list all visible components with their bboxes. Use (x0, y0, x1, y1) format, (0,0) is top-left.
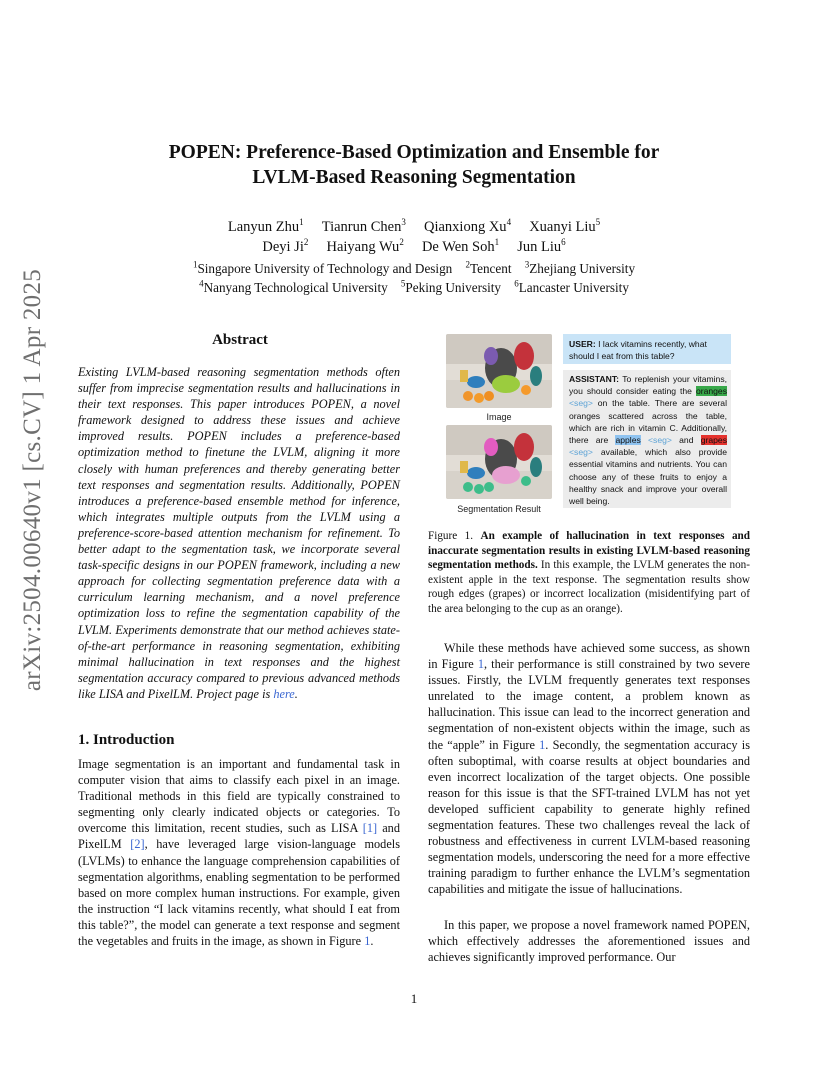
seg-token: <seg> (569, 398, 593, 409)
table-scene-image (446, 334, 552, 408)
aff-num: 2 (465, 259, 470, 270)
author-aff: 1 (299, 217, 304, 228)
author-line-1 (0, 218, 828, 237)
aff-num: 3 (524, 259, 530, 270)
abstract-heading: Abstract (212, 332, 268, 348)
assistant-message (563, 370, 731, 508)
intro-body (78, 756, 400, 949)
figure-caption (428, 529, 750, 617)
intro-heading: 1. Introduction (78, 732, 175, 748)
title-line-1: POPEN: Preference-Based Optimization and Ensemble for (168, 142, 660, 163)
assistant-prefix: ASSISTANT: (569, 374, 619, 384)
author-aff: 5 (595, 217, 601, 228)
user-message-text: I lack vitamins recently, what should I eat from this table? (569, 339, 707, 361)
user-message (563, 334, 731, 364)
author-name: Haiyang Wu (326, 239, 400, 255)
highlight-oranges: oranges (695, 386, 727, 397)
figure-input-image (446, 334, 552, 408)
paper-title (0, 140, 828, 190)
author-aff: 6 (561, 237, 566, 248)
author-name: Jun Liu (517, 239, 562, 255)
highlight-apples: apples (615, 435, 641, 446)
affiliation: Tencent (469, 261, 512, 276)
affiliation: Zhejiang University (529, 261, 636, 276)
author-name: Qianxiong Xu (424, 219, 507, 235)
author-aff: 3 (401, 217, 406, 228)
figure-ref-link[interactable]: 1 (364, 934, 371, 949)
affiliation: Peking University (405, 280, 502, 295)
figure-segmentation-image (446, 425, 552, 499)
affiliation: Lancaster University (518, 280, 629, 295)
caption-bold: An example of hallucination in text responses and inaccurate segmentation results in existing LVLM-based reasoning segmentation methods. (428, 530, 751, 572)
aff-num: 1 (192, 259, 198, 270)
citation-link[interactable]: [2] (130, 837, 145, 852)
image-label: Image (486, 412, 512, 422)
figure-ref-link[interactable]: 1 (539, 737, 546, 752)
abstract-body: Existing LVLM-based reasoning segmentation methods often suffer from imprecise segmentation results and hallucinations in their text responses. This paper introduces POPEN, a novel framework designed to address these issues and achieve improved results. POPEN includes a preference-based optimization method to finetune the LVLM, aligning it more closely with human preferences and thereby generating better text responses and segmentation results. Additionally, POPEN introduces a preference-based ensemble method for inference, which integrates multiple outputs from the LVLM using a preference-score-based attention mechanism for refinement. To better adapt to the segmentation task, we incorporate several task-specific designs in our POPEN framework, including a new approach for collecting segmentation preference data with a curriculum learning mechanism, and a novel preference optimization loss to refine the segmentation capability of the LVLM. Experiments demonstrate that our method achieves state-of-the-art performance in reasoning segmentation, exhibiting minimal hallucination in text responses and the highest segmentation accuracy compared to previous advanced methods like LISA and PixelLM. Project page is here. (78, 365, 400, 701)
caption-text: In this example, the LVLM generates the non-existent apple in the text response. The segmentation results show rough edges (grapes) or incorrect localization (misidentifying part of the area belonging to the cup as an orange). (428, 559, 751, 615)
author-aff: 1 (494, 237, 500, 248)
col2-paragraph-1 (428, 640, 750, 898)
user-prefix: USER: (569, 339, 596, 349)
seg-token: <seg> (569, 447, 593, 458)
project-page-link[interactable]: here (273, 686, 295, 701)
page-number: 1 (410, 991, 418, 1006)
assistant-text: and (671, 435, 701, 446)
author-name: De Wen Soh (421, 239, 495, 255)
intro-text: Image segmentation is an important and fundamental task in computer vision that aims to classify each pixel in an image. Traditional methods in this field are typically constrained to segmenting only clearly indicated objects or categories. To overcome this limitation, recent studies, such as LISA (78, 757, 400, 836)
highlight-grapes: grapes (700, 435, 727, 446)
author-line-2 (0, 238, 828, 257)
author-aff: 2 (399, 237, 404, 248)
author-name: Xuanyi Liu (529, 219, 596, 235)
seg-token: <seg> (648, 435, 672, 446)
author-aff: 4 (506, 217, 512, 228)
intro-text: , have leveraged large vision-language models (LVLMs) to enhance the language comprehension capabilities of segmentation algorithms, enabling segmentation to be performed based on more complex human instructions. For example, given the instruction “I lack vitamins recently, what should I eat from this table?”, the model can generate a text response and segment the vegetables and fruits in the image, as shown in Figure (78, 837, 400, 949)
body-text: , their performance is still constrained by two severe issues. Firstly, the LVLM frequently generates text responses unrelated to the image content, a problem known as hallucination. This issue can lead to the incorrect generation and segmentation of non-existent objects within the image, such as the “apple” in Figure (428, 657, 750, 752)
col2-paragraph-2 (428, 917, 750, 965)
citation-link[interactable]: [1] (362, 821, 378, 836)
caption-prefix: Figure 1. (428, 530, 474, 542)
affiliation-line-2 (0, 278, 828, 297)
assistant-text: available, which also provide essential vitamins and nutrients. You can choose any of these fruits to enjoy a healthy snack and improve your overall well being. (569, 447, 727, 507)
figure-ref-link[interactable]: 1 (477, 657, 485, 672)
body-text: In this paper, we propose a novel framework named POPEN, which effectively addresses the aforementioned issues and achieves significantly improved performance. Our (428, 918, 750, 965)
body-text: While these methods have achieved some success, as shown in Figure (428, 641, 750, 672)
title-line-2: LVLM-Based Reasoning Segmentation (252, 167, 576, 188)
aff-num: 6 (514, 278, 519, 289)
author-name: Tianrun Chen (321, 219, 402, 235)
assistant-text: on the table. There are several oranges scattered across the table, which are rich in vitamin C. Additionally, there are (569, 398, 727, 446)
author-name: Lanyun Zhu (227, 219, 300, 235)
arxiv-stamp (18, 268, 48, 692)
body-text: . Secondly, the segmentation accuracy is often suboptimal, with coarse results at object boundaries and even incorrect localization of the target objects. One possible reason for this issue is that the SFT-trained LVLM has not yet developed sufficient capability to generate highly refined segmentation features. These two challenges reveal the lack of robustness and effectiveness in current LVLM-based reasoning segmentation models, underscoring the need for a more effective training paradigm to further enhance the LVLM’s segmentation capabilities and mitigate the issue of hallucinations. (428, 737, 750, 897)
intro-text: . (370, 934, 374, 949)
intro-text: and PixelLM (78, 821, 400, 852)
segmentation-result-image (446, 425, 552, 499)
author-name: Deyi Ji (262, 239, 304, 255)
arxiv-stamp-text: arXiv:2504.00640v1 [cs.CV] 1 Apr 2025 (19, 268, 46, 692)
aff-num: 4 (199, 278, 204, 289)
affiliation-line-1 (0, 259, 828, 278)
aff-num: 5 (400, 278, 406, 289)
assistant-text: To replenish your vitamins, you should consider eating the (569, 374, 727, 397)
abstract-text: Existing LVLM-based reasoning segmentation methods often suffer from imprecise segmentation results and hallucinations in their text responses. This paper introduces POPEN, a novel framework designed to address these issues and achieve improved results. POPEN includes a preference-based optimization method to finetune the LVLM, aligning it more closely with human preferences and thereby generating better text responses and segmentation results. Additionally, POPEN introduces a preference-based ensemble method for inference, which integrates multiple outputs from the LVLM using a preference-score-based attention mechanism for refinement. To better adapt to the segmentation task, we incorporate several task-specific designs in our POPEN framework, including a new approach for collecting segmentation preference data with a curriculum learning mechanism, and a novel preference optimization loss to refine the segmentation capability of the LVLM. Experiments demonstrate that our method achieves state-of-the-art performance in reasoning segmentation, exhibiting minimal hallucination in text responses and the highest segmentation accuracy compared to previous advanced methods like LISA and PixelLM. Project page is (78, 365, 400, 701)
affiliation: Singapore University of Technology and Design (197, 261, 453, 276)
author-aff: 2 (303, 237, 309, 248)
segmentation-label: Segmentation Result (457, 504, 541, 514)
affiliation: Nanyang Technological University (203, 280, 388, 295)
